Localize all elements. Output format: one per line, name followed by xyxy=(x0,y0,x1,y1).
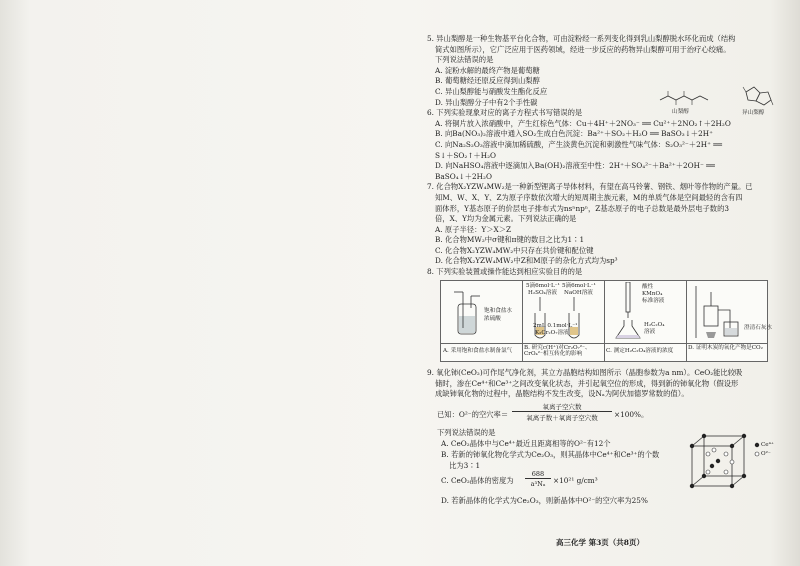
ce-legend-icon xyxy=(754,442,760,448)
q9-formula-suffix: ×100%。 xyxy=(614,410,649,419)
q9-density-suffix: ×10²¹ g/cm³ xyxy=(553,476,598,485)
q9-formula-denominator: 氧离子数＋氧离子空穴数 xyxy=(526,414,598,422)
q5-line-2: 简式如图所示），它广泛应用于医药领域，经进一步反应的药物异山梨醇可用于治疗心绞痛。 xyxy=(435,44,731,54)
q6-option-b: B. 向Ba(NO₃)₂溶液中通入SO₂生成白色沉淀：Ba²⁺＋SO₂＋H₂O ══ BaSO₃↓＋2H⁺ xyxy=(435,129,713,139)
q8-option-b: B. 研究c(H⁺)对Cr₂O₇²⁻、CrO₄²⁻相互转化的影响 xyxy=(524,345,591,358)
q8-option-c: C. 测定H₂C₂O₄溶液的浓度 xyxy=(606,348,674,354)
o-legend-label: O²⁻ xyxy=(761,451,771,457)
apparatus-d-setup xyxy=(690,284,744,340)
sorbitol-structure xyxy=(658,90,710,108)
q7-line-4: 倍，X、Y均为金属元素。下列说法正确的是 xyxy=(435,214,577,224)
q5-option-c: C. 异山梨醇能与硝酸发生酯化反应 xyxy=(435,86,548,96)
q8-stem: 8. 下列实验装置或操作能达到相应实验目的的是 xyxy=(427,267,583,277)
q9-block xyxy=(427,368,771,400)
q9-option-b-cont: 比为3∶1 xyxy=(449,461,481,470)
q8-option-d: D. 证明木炭的氧化产物是CO₂ xyxy=(688,345,763,351)
q5-option-a: A. 淀粉水解的最终产物是葡萄糖 xyxy=(435,65,540,75)
q6-option-d-cont: BaSO₄↓＋2H₂O xyxy=(435,171,492,181)
q9-line-3: 成缺铈氧化物的过程中，晶胞结构不发生改变，设Nₐ为阿伏加德罗常数的值）。 xyxy=(435,389,689,399)
q5-option-d: D. 异山梨醇分子中有2个手性碳 xyxy=(435,97,538,107)
q9-formula-bar xyxy=(512,411,612,412)
q9-formula-prefix: 已知：O²⁻的空穴率＝ xyxy=(437,410,509,419)
q7-option-d: D. 化合物X₂YZW₄MW₂中Z和M原子的杂化方式均为sp³ xyxy=(435,256,618,266)
q8-option-a: A. 采用饱和食盐水制备氯气 xyxy=(443,348,513,354)
apparatus-a-label-2: 浓硫酸 xyxy=(484,316,501,322)
q9-option-a: A. CeO₂晶体中与Ce⁴⁺最近且距离相等的O²⁻有12个 xyxy=(441,439,611,448)
apparatus-b-bottom-1: 2mL 0.1mol·L⁻¹ xyxy=(533,323,578,329)
q7-line-2: 知M、W、X、Y、Z为原子序数依次增大的短周期主族元素，M的单质气体是空间最轻的含有四 xyxy=(435,192,743,202)
apparatus-b-top-1: 5滴6mol·L⁻¹ xyxy=(526,283,560,289)
q9-option-d: D. 若新晶体的化学式为Ce₂O₃，则新晶体中O²⁻的空穴率为25% xyxy=(441,496,648,505)
q9-line-2: 储时，渗在Ce⁴⁺和Ce³⁺之间改变氧化状态，并引起氧空位的形成，得到新的铈氧化物（假设形 xyxy=(435,378,739,388)
q5-line-3: 下列说法错误的是 xyxy=(435,55,494,65)
q9-option-b: B. 若新的铈氧化物化学式为Ce₂O₃，则其晶体中Ce⁴⁺和Ce³⁺的个数 xyxy=(441,450,660,459)
apparatus-b-top-4: NaOH溶液 xyxy=(564,290,593,296)
o-legend-icon xyxy=(754,451,760,457)
q7-option-b: B. 化合物MW₂中σ键和π键的数目之比为1∶1 xyxy=(435,235,585,245)
apparatus-c-bottom-1: H₂C₂O₄ xyxy=(644,322,665,328)
apparatus-c-top-1: 酸性 xyxy=(642,284,654,290)
ce-legend-label: Ce⁴⁺ xyxy=(761,442,774,448)
apparatus-a-label-1: 饱和食盐水 xyxy=(484,308,512,314)
apparatus-b-top-2: H₂SO₄溶液 xyxy=(528,290,557,296)
q9-density-numerator: 688 xyxy=(531,470,545,478)
apparatus-a-bottle xyxy=(452,290,482,336)
apparatus-c-burette xyxy=(612,282,644,342)
apparatus-c-bottom-2: 溶液 xyxy=(644,329,656,335)
isosorbide-structure xyxy=(740,84,774,108)
q9-stem: 下列说法错误的是 xyxy=(437,428,496,437)
isosorbide-label: 异山梨醇 xyxy=(742,110,765,116)
apparatus-b-bottom-2: K₂Cr₂O₇溶液 xyxy=(535,330,569,336)
q9-line-1: 9. 氧化铈(CeO₂)可作尾气净化剂，其立方晶胞结构如图所示（晶胞参数为a nm）。CeO₂能比较吸 xyxy=(427,368,743,377)
q6-option-c: C. 向Na₂S₂O₃溶液中滴加稀硫酸，产生淡黄色沉淀和刺激性气味气体：S₂O₃²⁻＋2H⁺ ══ xyxy=(435,139,723,149)
q9-formula-numerator: 氧离子空穴数 xyxy=(542,403,582,411)
apparatus-b-top-3: 5滴6mol·L⁻¹ xyxy=(562,283,596,289)
q9-density-denominator: a³Nₐ xyxy=(530,480,546,488)
q7-option-c: C. 化合物X₂YZW₄MW₂中只存在共价键和配位键 xyxy=(435,245,594,255)
apparatus-c-top-2: KMnO₄ xyxy=(642,291,663,297)
q5-option-b: B. 葡萄糖经还原反应得到山梨醇 xyxy=(435,76,540,86)
q7-line-3: 面体形，Y基态原子的价层电子排布式为nsⁿnpⁿ，Z基态原子的电子总数是最外层电子数的3 xyxy=(435,203,730,213)
q6-stem: 6. 下列实验现象对应的离子方程式书写错误的是 xyxy=(427,108,583,118)
q9-option-c: C. CeO₂晶体的密度为 xyxy=(441,476,514,485)
apparatus-c-top-3: 标准溶液 xyxy=(642,298,665,304)
q6-option-c-cont: S↓＋SO₂↑＋H₂O xyxy=(435,150,496,160)
page-footer: 高三化学 第3页（共8页） xyxy=(555,538,645,547)
ceo2-unit-cell xyxy=(688,432,748,492)
q6-option-d: D. 向NaHSO₄溶液中逐滴加入Ba(OH)₂溶液至中性：2H⁺＋SO₄²⁻＋Ba²⁺＋2OH⁻ ══ xyxy=(435,161,715,171)
q9-density-bar xyxy=(525,478,551,479)
question-column xyxy=(427,34,771,278)
q6-option-a: A. 将铜片放入浓硝酸中，产生红棕色气体：Cu＋4H⁺＋2NO₃⁻ ══ Cu²⁺＋2NO₂↑＋2H₂O xyxy=(435,118,731,128)
apparatus-d-label: 澄清石灰水 xyxy=(744,325,772,331)
sorbitol-label: 山梨醇 xyxy=(672,109,689,115)
q7-option-a: A. 原子半径：Y＞X＞Z xyxy=(435,224,512,234)
q5-line-1: 5. 异山梨醇是一种生物基平台化合物，可由淀粉经一系列变化得到乳山梨醇脱水环化而成（结构 xyxy=(427,34,736,43)
q7-line-1: 7. 化合物X₂YZW₄MW₂是一种新型锂离子导体材料，有望在高马铃薯、钢铁、烟叶等作物的产量。已 xyxy=(427,182,753,192)
